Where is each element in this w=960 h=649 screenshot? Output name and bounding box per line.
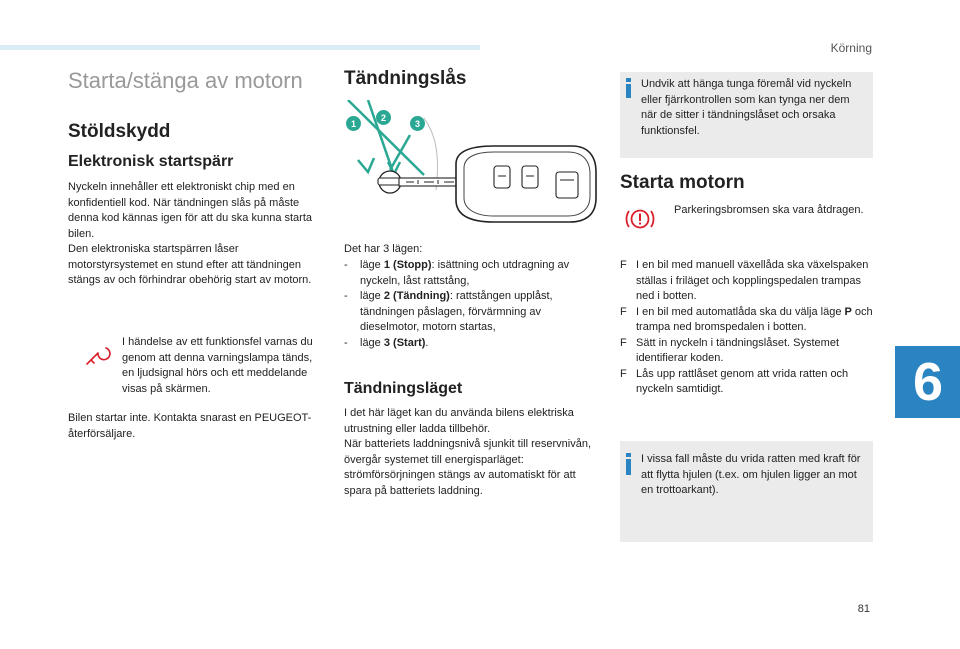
immobilizer-key-warning-icon [84, 342, 112, 370]
start-steps-list [620, 258, 874, 398]
paragraph: I det här läget kan du använda bilens elektriska utrustning eller ladda tillbehör. [344, 407, 574, 435]
middle-intro: Det har 3 lägen: [344, 243, 423, 255]
figure-label-3: 3 [410, 116, 425, 131]
list-item: - läge 2 (Tändning): rattstången upplåst, tändningen påslagen, förvärmning av dieselmotor, motorn startas, [344, 290, 553, 333]
middle-heading: Tändningslås [344, 68, 467, 89]
figure-label-1: 1 [346, 116, 361, 131]
list-item: F I en bil med automatlåda ska du välja läge P och trampa ned bromspedalen i botten. [620, 305, 873, 333]
left-footer-text: Bilen startar inte. Kontakta snarast en PEUGEOT-återförsäljare. [68, 412, 312, 440]
left-subheading: Elektronisk startspärr [68, 153, 234, 170]
paragraph: När batteriets laddningsnivå sjunkit till reservnivån, övergår systemet till energisparläget: strömförsörjningen stängs av automatiskt för att spara på batteriets laddning. [344, 438, 592, 497]
right-heading: Starta motorn [620, 172, 745, 193]
ignition-positions-list [344, 258, 599, 351]
warning-text: I händelse av ett funktionsfel varnas du genom att denna varningslampa tänds, en ljudsignal hörs och ett meddelande visas på skärmen. [122, 336, 313, 395]
info-text: Undvik att hänga tunga föremål vid nyckeln eller fjärrkontrollen som kan tynga ner dem när de sitter i tändningslåset och orsaka funktionsfel. [641, 78, 852, 137]
list-item: - läge 3 (Start). [344, 336, 429, 349]
info-box-top [620, 72, 873, 158]
page-number: 81 [857, 603, 870, 615]
list-item: F Lås upp rattlåset genom att vrida ratten och nyckeln samtidigt. [620, 367, 849, 395]
list-item: F Sätt in nyckeln i tändningslåset. Systemet identifierar koden. [620, 336, 839, 364]
info-text: I vissa fall måste du vrida ratten med kraft för att flytta hjulen (t.ex. om hjulen ligger an mot en trottoarkant). [641, 453, 861, 496]
info-icon [626, 453, 631, 475]
middle-subheading: Tändningsläget [344, 380, 463, 397]
chapter-label: Körning [830, 41, 872, 55]
section-title: Starta/stänga av motorn [68, 68, 303, 93]
figure-label-2: 2 [376, 110, 391, 125]
parking-brake-text: Parkeringsbromsen ska vara åtdragen. [674, 204, 864, 216]
left-heading: Stöldskydd [68, 121, 171, 142]
info-icon [626, 78, 631, 98]
list-item: - läge 1 (Stopp): isättning och utdragning av nyckeln, låst rattstång, [344, 259, 570, 287]
parking-brake-warning-icon [624, 205, 656, 233]
left-body [68, 180, 323, 289]
paragraph: Nyckeln innehåller ett elektroniskt chip med en konfidentiell kod. När tändningen slås på måste denna kod kännas igen för att du ska kunna starta bilen. [68, 181, 312, 240]
header-bar [0, 45, 480, 50]
chapter-tab: 6 [895, 346, 960, 418]
list-item: F I en bil med manuell växellåda ska växelspaken ställas i friläget och kopplingspedalen trampas ned i botten. [620, 259, 869, 302]
info-box-bottom [620, 441, 873, 542]
paragraph: Den elektroniska startspärren låser motorstyrsystemet en stund efter att tändningen stängs av och förhindrar obehörig start av motorn. [68, 243, 312, 286]
ignition-key-figure [344, 100, 604, 235]
middle-body [344, 406, 602, 499]
